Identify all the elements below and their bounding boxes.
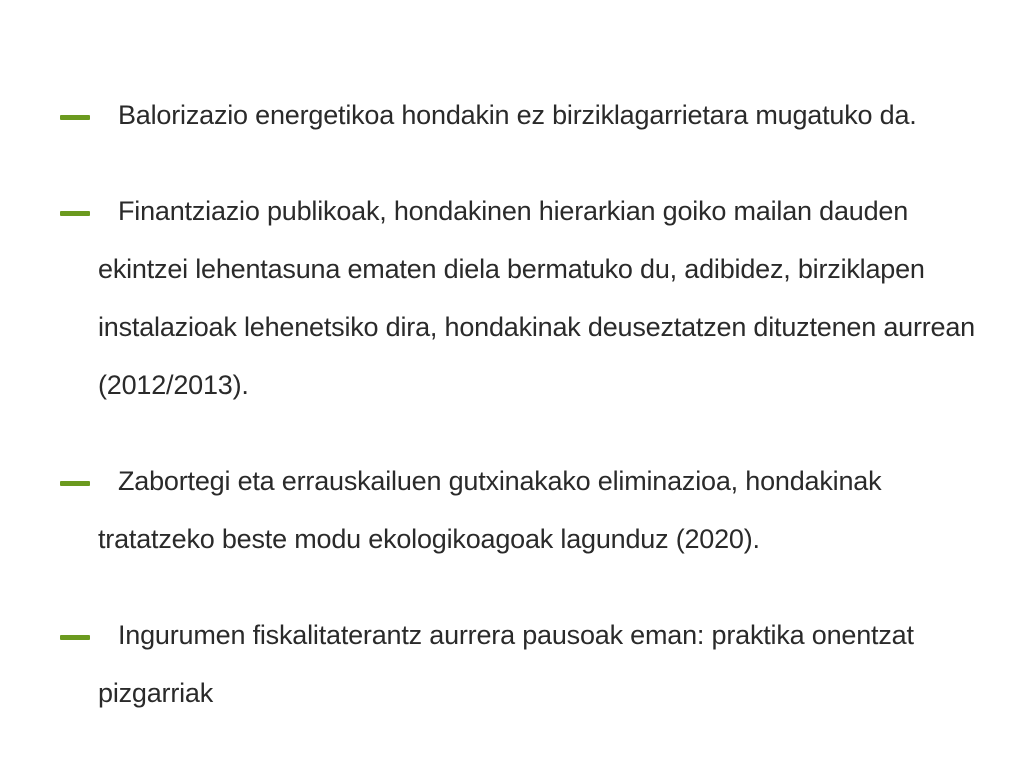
dash-bullet-icon: [60, 481, 90, 486]
list-item: [58, 182, 978, 414]
bullet-text: Zabortegi eta errauskailuen gutxinakako eliminazioa, hondakinak tratatzeko beste modu ekologikoagoak lagunduz (2020).: [98, 466, 882, 554]
bullet-text: Balorizazio energetikoa hondakin ez birziklagarrietara mugatuko da.: [118, 100, 917, 130]
bullet-text: Ingurumen fiskalitaterantz aurrera pausoak eman: praktika onentzat pizgarriak: [98, 620, 914, 708]
dash-bullet-icon: [60, 115, 90, 120]
dash-bullet-icon: [60, 635, 90, 640]
list-item: [58, 86, 978, 144]
list-item: [58, 606, 978, 722]
bullet-list: [58, 86, 978, 722]
bullet-text: Finantziazio publikoak, hondakinen hierarkian goiko mailan dauden ekintzei lehentasuna ematen diela bermatuko du, adibidez, birziklapen instalazioak lehenetsiko dira, hondakinak deuseztatzen dituztenen aurrean (2012/2013).: [98, 196, 975, 400]
list-item: [58, 452, 978, 568]
dash-bullet-icon: [60, 211, 90, 216]
